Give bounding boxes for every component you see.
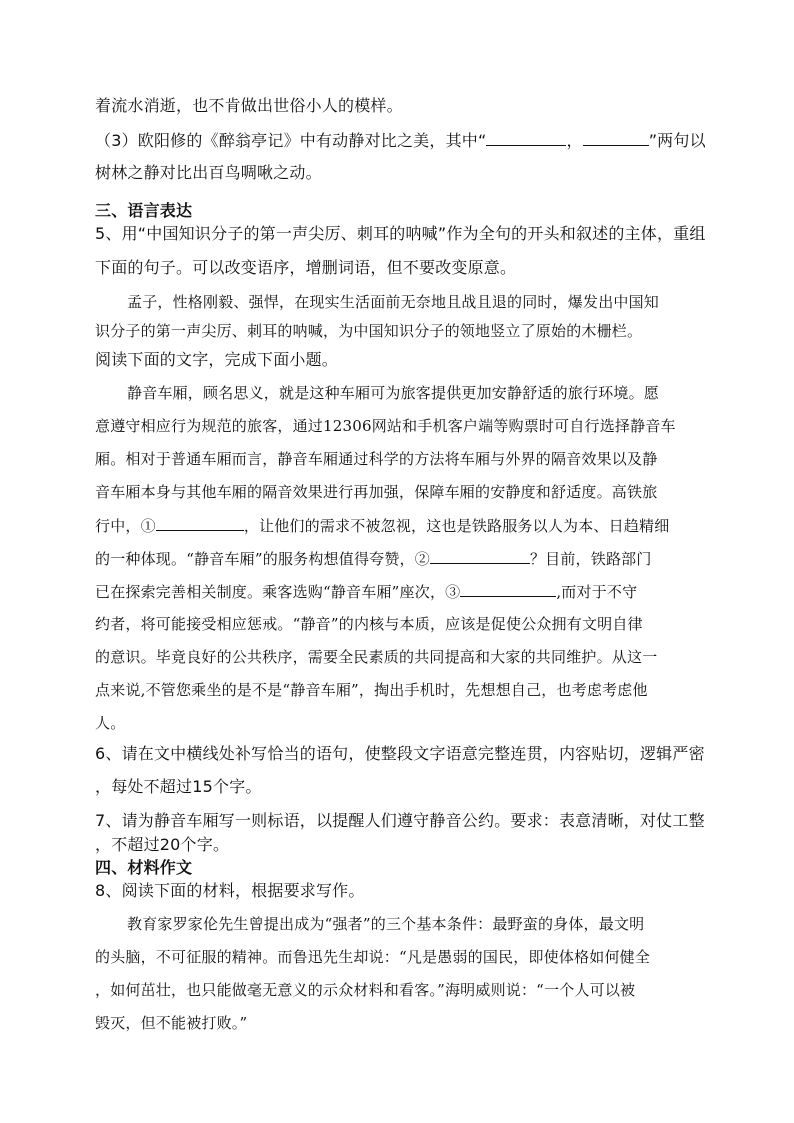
material-line-1: 教育家罗家伦先生曾提出成为“强者”的三个基本条件：最野蛮的身体，最文明 bbox=[127, 915, 645, 933]
question-7-line2: ，不超过20个字。 bbox=[95, 835, 230, 854]
passage-line-6-b: ？目前，铁路部门 bbox=[529, 550, 652, 568]
question-6-line1: 6、请在文中横线处补写恰当的语句，使整段文字语意完整连贯，内容贴切，逻辑严密 bbox=[95, 744, 705, 763]
q5-passage-line2: 识分子的第一声尖厉、刺耳的呐喊，为中国知识分子的领地竖立了原始的木栅栏。 bbox=[95, 322, 643, 340]
poem-line-continuation: 着流水消逝，也不肯做出世俗小人的模样。 bbox=[95, 96, 403, 115]
q3-sep: ， bbox=[566, 131, 583, 150]
question-5-line1: 5、用“中国知识分子的第一声尖厉、刺耳的呐喊”作为全句的开头和叙述的主体，重组 bbox=[95, 224, 706, 243]
passage-line-6-a: 的一种体现。“静音车厢”的服务构想值得夸赞，② bbox=[95, 550, 430, 568]
q3-blank-2 bbox=[583, 130, 649, 146]
q3-blank-1 bbox=[486, 130, 566, 146]
material-line-3: ，如何茁壮，也只能做毫无意义的示众材料和看客。”海明威则说：“一个人可以被 bbox=[95, 981, 636, 999]
passage-line-7 bbox=[95, 581, 705, 602]
blank-1 bbox=[156, 515, 244, 531]
section-3-title: 三、语言表达 bbox=[95, 201, 193, 220]
passage-line-2: 意遵守相应行为规范的旅客，通过12306网站和手机客户端等购票时可自行选择静音车 bbox=[95, 417, 676, 435]
passage-line-7-a: 已在探索完善相关制度。乘客选购“静音车厢”座次，③ bbox=[95, 583, 461, 601]
q3-text-2: ”两句以 bbox=[648, 131, 706, 150]
question-8-line1: 8、阅读下面的材料，根据要求写作。 bbox=[95, 881, 365, 900]
material-line-2: 的头脑，不可征服的精神。而鲁迅先生却说：“凡是愚弱的国民，即使体格如何健全 bbox=[95, 948, 651, 966]
passage-line-5-a: 行中，① bbox=[95, 517, 156, 535]
q3-text-1: （3）欧阳修的《醉翁亭记》中有动静对比之美，其中“ bbox=[95, 131, 487, 150]
passage-line-3: 厢。相对于普通车厢而言，静音车厢通过科学的方法将车厢与外界的隔音效果以及静 bbox=[95, 450, 658, 468]
q5-passage-line1: 孟子，性格刚毅、强悍，在现实生活面前无奈地且战且退的同时，爆发出中国知 bbox=[127, 293, 660, 311]
question-7-line1: 7、请为静音车厢写一则标语，以提醒人们遵守静音公约。要求：表意清晰，对仗工整 bbox=[95, 811, 705, 830]
passage-line-5 bbox=[95, 515, 705, 536]
passage-line-9: 的意识。毕竟良好的公共秩序，需要全民素质的共同提高和大家的共同维护。从这一 bbox=[95, 648, 658, 666]
section-4-title: 四、材料作文 bbox=[95, 858, 193, 877]
passage-line-10: 点来说,不管您乘坐的是不是“静音车厢”，掏出手机时，先想想自己，也考虑考虑他 bbox=[95, 681, 648, 699]
passage-line-11: 人。 bbox=[95, 714, 126, 732]
passage-line-6 bbox=[95, 548, 705, 569]
passage-line-1: 静音车厢，顾名思义，就是这种车厢可为旅客提供更加安静舒适的旅行环境。愿 bbox=[127, 384, 660, 402]
reading-intro: 阅读下面的文字，完成下面小题。 bbox=[95, 350, 339, 369]
passage-line-8: 约者，将可能接受相应惩戒。“静音”的内核与本质，应该是促使公众拥有文明自律 bbox=[95, 615, 643, 633]
material-line-4: 毁灭，但不能被打败。” bbox=[95, 1014, 248, 1032]
question-6-line2: ，每处不超过15个字。 bbox=[95, 777, 262, 796]
question-3 bbox=[95, 130, 705, 151]
blank-3 bbox=[460, 581, 556, 597]
question-3-line2: 树林之静对比出百鸟啁啾之动。 bbox=[95, 163, 322, 182]
passage-line-4: 音车厢本身与其他车厢的隔音效果进行再加强，保障车厢的安静度和舒适度。高铁旅 bbox=[95, 483, 658, 501]
passage-line-7-b: ,而对于不守 bbox=[556, 583, 638, 601]
blank-2 bbox=[430, 548, 530, 564]
question-5-line2: 下面的句子。可以改变语序，增删词语，但不要改变原意。 bbox=[95, 258, 517, 277]
passage-line-5-b: ，让他们的需求不被忽视，这也是铁路服务以人为本、日趋精细 bbox=[243, 517, 670, 535]
